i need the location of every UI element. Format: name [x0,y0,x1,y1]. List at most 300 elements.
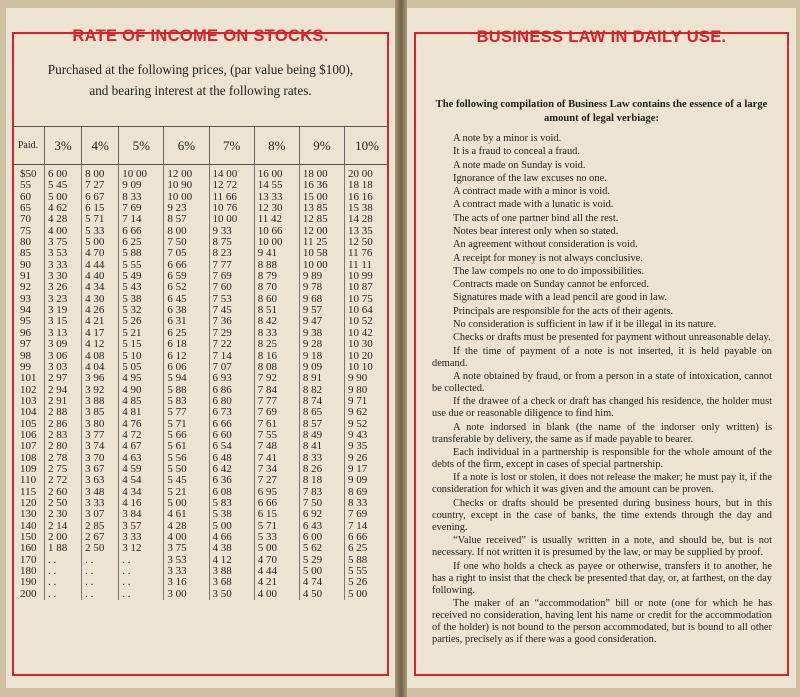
rate-cell: 5 88 [164,385,209,396]
rate-cell: 3 33 [82,498,119,509]
table-row [12,509,389,520]
table-row [12,589,389,600]
column-header: 4% [82,127,119,165]
price-paid-cell: 108 [20,451,37,464]
rate-cell: 5 00 [45,192,82,203]
rate-cell: 5 50 [164,464,209,475]
price-paid-cell: 190 [20,576,37,589]
price-paid-cell: 107 [20,440,37,453]
table-row [12,396,389,407]
rate-cell: 7 61 [254,419,299,430]
law-maxim: Principals are responsible for the acts of their agents. [453,305,674,317]
rate-cell: 16 00 [254,165,299,181]
rate-cell: 3 53 [164,555,209,566]
rate-cell: 2 60 [45,487,82,498]
rate-cell: 2 00 [45,532,82,543]
rate-cell: 4 62 [45,203,82,214]
rate-cell: . . [82,589,119,600]
price-paid-cell: 115 [20,485,37,498]
rate-cell: 5 43 [119,282,164,293]
rate-cell: 4 34 [119,487,164,498]
rate-cell: . . [45,589,82,600]
rate-cell: 9 62 [345,407,389,418]
price-paid-cell: 101 [20,372,37,385]
rate-cell: 6 15 [254,509,299,520]
table-row [12,226,389,237]
rate-cell: 2 72 [45,475,82,486]
rate-cell: 3 57 [119,521,164,532]
rate-cell: 8 69 [345,487,389,498]
table-row [12,487,389,498]
rate-cell: 4 67 [119,441,164,452]
table-row [12,339,389,350]
law-paragraph: If a note is lost or stolen, it does not release the maker; he must pay it, if the consideration for which it was given and the amount can be proven. [432,472,772,496]
rate-cell: 3 53 [45,248,82,259]
rate-cell: 8 42 [254,316,299,327]
intro-line-2: and bearing interest at the following rates. [89,83,312,98]
table-row [12,453,389,464]
rate-cell: 4 28 [164,521,209,532]
rate-cell: 9 09 [119,180,164,191]
rate-cell: 6 60 [209,430,254,441]
rate-cell: 4 21 [254,577,299,588]
rate-cell: 6 67 [82,192,119,203]
rate-cell: 3 92 [82,385,119,396]
law-maxim: A receipt for money is not always conclusive. [453,252,643,264]
rate-cell: 4 44 [254,566,299,577]
law-paragraph: “Value received” is usually written in a note, and should be, but is not necessary. If not written it is presumed by the law, or may be supplied by proof. [432,535,772,559]
rate-cell: 7 83 [299,487,344,498]
rate-cell: 3 33 [45,260,82,271]
table-header-row [12,127,389,165]
rate-cell: 8 23 [209,248,254,259]
column-header: 9% [299,127,344,165]
table-row [12,165,389,181]
law-maxim: It is a fraud to conceal a fraud. [453,146,580,158]
rate-cell: 3 80 [82,419,119,430]
rate-cell: 14 00 [209,165,254,181]
table-row [12,294,389,305]
rate-cell: 6 73 [209,407,254,418]
rate-cell: 2 14 [45,521,82,532]
rate-cell: 3 07 [82,509,119,520]
rate-cell: 7 77 [209,260,254,271]
rate-cell: 7 60 [209,282,254,293]
price-paid-cell: 98 [20,349,31,362]
rate-cell: 10 76 [209,203,254,214]
law-maxim: Contracts made on Sunday cannot be enforced. [453,279,649,291]
rate-cell: 8 74 [299,396,344,407]
table-row [12,577,389,588]
rate-cell: 3 50 [209,589,254,600]
table-row [12,237,389,248]
rate-cell: 2 50 [82,543,119,554]
rate-cell: 4 50 [299,589,344,600]
rate-cell: 8 51 [254,305,299,316]
rate-cell: 10 90 [164,180,209,191]
rate-cell: 3 85 [82,407,119,418]
rate-cell: . . [45,577,82,588]
rate-cell: 6 06 [164,362,209,373]
rate-cell: 3 13 [45,328,82,339]
rate-cell: 5 10 [119,351,164,362]
rate-cell: 4 00 [254,589,299,600]
rate-cell: 6 66 [254,498,299,509]
rate-cell: . . [119,555,164,566]
rate-cell: 4 76 [119,419,164,430]
law-paragraph: A note indorsed in blank (the name of the indorser only written) is transferable by delivery, the same as if made payable to bearer. [432,421,772,445]
rate-cell: 3 09 [45,339,82,350]
rate-cell: 5 71 [82,214,119,225]
rate-cell: . . [119,577,164,588]
rate-cell: 7 69 [209,271,254,282]
column-header: 10% [345,127,389,165]
rate-cell: 2 88 [45,407,82,418]
rate-cell: 5 83 [209,498,254,509]
price-paid-cell: 150 [20,531,37,543]
rate-cell: 4 26 [82,305,119,316]
rate-cell: 7 45 [209,305,254,316]
table-row [12,362,389,373]
table-row [12,475,389,486]
rate-cell: 5 21 [119,328,164,339]
rate-cell: 7 05 [164,248,209,259]
rate-cell: 2 91 [45,396,82,407]
rate-cell: 4 95 [119,373,164,384]
rate-cell: 12 72 [209,180,254,191]
rate-cell: 10 66 [254,226,299,237]
table-row [12,385,389,396]
price-paid-cell: 170 [20,553,37,566]
rate-cell: 8 16 [254,351,299,362]
rate-cell: 10 42 [345,328,389,339]
rate-cell: 8 65 [299,407,344,418]
rate-cell: 5 45 [164,475,209,486]
rate-cell: 8 00 [164,226,209,237]
rate-cell: . . [119,566,164,577]
price-paid-cell: 60 [20,190,31,203]
rate-cell: 5 00 [209,521,254,532]
law-maxim: Notes bear interest only when so stated. [453,225,619,237]
rate-cell: 9 90 [345,373,389,384]
price-paid-cell: 103 [20,394,37,407]
column-header: 7% [209,127,254,165]
price-paid-cell: 200 [20,587,37,600]
rate-cell: 5 94 [164,373,209,384]
rate-cell: . . [119,589,164,600]
rate-cell: 9 35 [345,441,389,452]
income-rate-table [12,126,389,600]
price-paid-cell: 120 [20,496,37,509]
rate-cell: 10 58 [299,248,344,259]
rate-cell: 7 53 [209,294,254,305]
rate-cell: 8 26 [299,464,344,475]
rate-cell: . . [82,566,119,577]
rate-cell: 3 75 [45,237,82,248]
price-paid-cell: 140 [20,519,37,532]
rate-cell: 4 63 [119,453,164,464]
rate-cell: 12 00 [299,226,344,237]
rate-cell: 2 80 [45,441,82,452]
rate-cell: 2 75 [45,464,82,475]
law-maxim: A note by a minor is void. [453,133,562,144]
table-row [12,419,389,430]
price-paid-cell: 97 [20,338,31,351]
law-maxim: A contract made with a minor is void. [453,186,610,198]
table-row [12,532,389,543]
rate-cell: 9 68 [299,294,344,305]
rate-cell: 7 34 [254,464,299,475]
rate-cell: 5 05 [119,362,164,373]
price-paid-cell: 102 [20,383,37,396]
rate-cell: 7 29 [209,328,254,339]
law-paragraph: The maker of an “accommodation” bill or note (one for which he has received no consideration, having lent his name or credit for the accommodation of the holder) is not bound to the person accommodated, but is bound to all other parties, precisely as if there was a good consideration. [432,598,772,646]
table-row [12,498,389,509]
rate-cell: 12 50 [345,237,389,248]
rate-cell: 4 70 [254,555,299,566]
rate-cell: 5 33 [82,226,119,237]
rate-cell: 7 55 [254,430,299,441]
rate-cell: 9 26 [345,453,389,464]
rate-cell: 7 77 [254,396,299,407]
rate-cell: . . [82,555,119,566]
price-paid-cell: 105 [20,417,37,430]
rate-cell: 7 84 [254,385,299,396]
intro-line-1: Purchased at the following prices, (par value being $100), [47,62,354,77]
rate-cell: 11 11 [345,260,389,271]
price-paid-cell: 99 [20,360,31,373]
rate-cell: 4 90 [119,385,164,396]
rate-cell: 6 00 [299,532,344,543]
price-paid-cell: 110 [20,474,37,487]
rate-cell: 5 21 [164,487,209,498]
rate-cell: 3 88 [209,566,254,577]
table-row [12,430,389,441]
column-header: 6% [164,127,209,165]
rate-cell: 8 70 [254,282,299,293]
left-page-title: RATE OF INCOME ON STOCKS. [72,27,329,45]
rate-cell: 10 00 [209,214,254,225]
rate-cell: 10 52 [345,316,389,327]
law-maxim: Ignorance of the law excuses no one. [453,172,607,184]
rate-cell: 4 38 [209,543,254,554]
rate-cell: 9 33 [209,226,254,237]
rate-cell: 2 86 [45,419,82,430]
rate-cell: 9 41 [254,248,299,259]
rate-cell: 20 00 [345,165,389,181]
rate-cell: 6 66 [164,260,209,271]
rate-cell: 5 77 [164,407,209,418]
rate-cell: 13 33 [254,192,299,203]
rate-cell: 8 57 [299,419,344,430]
rate-cell: 8 57 [164,214,209,225]
rate-cell: 3 77 [82,430,119,441]
rate-cell: 10 99 [345,271,389,282]
rate-cell: 2 85 [82,521,119,532]
paragraph-list [432,332,772,646]
rate-cell: 4 59 [119,464,164,475]
rate-cell: 5 49 [119,271,164,282]
rate-cell: 3 30 [45,271,82,282]
right-page-title: BUSINESS LAW IN DAILY USE. [476,28,727,46]
book-gutter [395,0,407,697]
table-row [12,521,389,532]
rate-cell: 8 33 [345,498,389,509]
rate-cell: 3 88 [82,396,119,407]
rate-cell: 5 00 [82,237,119,248]
rate-cell: 5 71 [254,521,299,532]
rate-cell: 8 79 [254,271,299,282]
rate-cell: 7 07 [209,362,254,373]
column-header: 5% [119,127,164,165]
rate-cell: 7 69 [345,509,389,520]
rate-cell: 4 00 [45,226,82,237]
rate-cell: 6 15 [82,203,119,214]
table-row [12,192,389,203]
rate-cell: 4 16 [119,498,164,509]
rate-cell: 9 47 [299,316,344,327]
rate-cell: 6 25 [345,543,389,554]
rate-cell: 7 41 [254,453,299,464]
rate-cell: 2 94 [45,385,82,396]
rate-cell: 4 00 [164,532,209,543]
rate-cell: 3 33 [119,532,164,543]
rate-cell: 4 74 [299,577,344,588]
rate-cell: 2 67 [82,532,119,543]
rate-cell: 4 40 [82,271,119,282]
rate-cell: 9 57 [299,305,344,316]
rate-cell: 13 85 [299,203,344,214]
law-paragraph: A note obtained by fraud, or from a person in a state of intoxication, cannot be collected. [432,370,772,394]
rate-cell: 10 00 [164,192,209,203]
rate-cell: 8 25 [254,339,299,350]
rate-cell: 3 06 [45,351,82,362]
law-paragraph: Checks or drafts must be presented for payment without unreasonable delay. [453,332,771,344]
rate-cell: 9 71 [345,396,389,407]
rate-cell: 6 36 [209,475,254,486]
rate-cell: 6 54 [209,441,254,452]
rate-cell: 6 43 [299,521,344,532]
rate-cell: 5 88 [119,248,164,259]
rate-cell: 6 48 [209,453,254,464]
rate-cell: 4 17 [82,328,119,339]
price-paid-cell: 130 [20,508,37,521]
rate-cell: 10 20 [345,351,389,362]
rate-cell: 6 12 [164,351,209,362]
rate-cell: 7 50 [164,237,209,248]
rate-cell: 3 19 [45,305,82,316]
rate-cell: 7 27 [82,180,119,191]
rate-cell: 5 83 [164,396,209,407]
price-paid-cell: 160 [20,542,37,555]
rate-cell: 4 72 [119,430,164,441]
table-row [12,373,389,384]
price-paid-cell: 70 [20,213,31,226]
rate-cell: 5 56 [164,453,209,464]
rate-cell: 6 66 [345,532,389,543]
law-maxim: A note made on Sunday is void. [453,159,586,171]
law-paragraph: Each individual in a partnership is responsible for the whole amount of the debts of the firm, except in cases of special partnership. [432,447,772,471]
table-row [12,351,389,362]
rate-cell: 3 00 [164,589,209,600]
table-row [12,566,389,577]
price-paid-cell: 94 [20,304,31,317]
law-maxim: An agreement without consideration is void. [453,239,638,251]
law-maxim: No consideration is sufficient in law if it be illegal in its nature. [453,318,717,330]
rate-cell: 12 00 [164,165,209,181]
rate-cell: 3 68 [209,577,254,588]
rate-cell: 3 63 [82,475,119,486]
rate-cell: 6 25 [164,328,209,339]
rate-cell: 3 70 [82,453,119,464]
rate-cell: 8 60 [254,294,299,305]
rate-cell: 3 33 [164,566,209,577]
rate-cell: 9 09 [299,362,344,373]
rate-cell: 5 38 [209,509,254,520]
column-header: 8% [254,127,299,165]
rate-cell: 3 75 [164,543,209,554]
rate-cell: . . [45,566,82,577]
rate-cell: 2 78 [45,453,82,464]
table-row [12,260,389,271]
price-paid-cell: $50 [20,168,37,180]
rate-cell: 6 80 [209,396,254,407]
maxim-list [432,133,772,331]
rate-cell: 3 84 [119,509,164,520]
rate-cell: 4 12 [82,339,119,350]
price-paid-cell: 106 [20,428,37,441]
rate-cell: 7 27 [254,475,299,486]
table-row [12,271,389,282]
rate-cell: 8 33 [119,192,164,203]
rate-cell: 5 61 [164,441,209,452]
rate-cell: 10 75 [345,294,389,305]
rate-cell: 9 43 [345,430,389,441]
rate-cell: 9 80 [345,385,389,396]
rate-cell: 3 16 [164,577,209,588]
rate-cell: 14 28 [345,214,389,225]
table-row [12,305,389,316]
rate-cell: 7 22 [209,339,254,350]
price-paid-cell: 75 [20,224,31,237]
rate-cell: 16 36 [299,180,344,191]
rate-cell: 6 52 [164,282,209,293]
rate-cell: 10 00 [299,260,344,271]
price-paid-cell: 96 [20,326,31,339]
law-paragraph: If the time of payment of a note is not inserted, it is held payable on demand. [432,345,772,369]
rate-cell: 8 33 [254,328,299,339]
rate-cell: 10 00 [119,165,164,181]
law-maxim: A contract made with a lunatic is void. [453,199,614,211]
rate-cell: 6 08 [209,487,254,498]
rate-cell: 6 86 [209,385,254,396]
law-maxim: The acts of one partner bind all the rest. [453,212,619,224]
rate-cell: 4 81 [119,407,164,418]
rate-cell: 6 00 [45,165,82,181]
rate-cell: 6 66 [119,226,164,237]
rate-cell: 4 70 [82,248,119,259]
rate-cell: 5 71 [164,419,209,430]
rate-cell: 5 88 [345,555,389,566]
rate-cell: 4 44 [82,260,119,271]
rate-cell: 7 69 [254,407,299,418]
law-maxim: The law compels no one to do impossibilities. [453,265,645,277]
price-paid-cell: 55 [20,179,31,192]
law-text [432,133,772,648]
rate-cell: 7 69 [119,203,164,214]
table-row [12,543,389,554]
rate-cell: 3 12 [119,543,164,554]
